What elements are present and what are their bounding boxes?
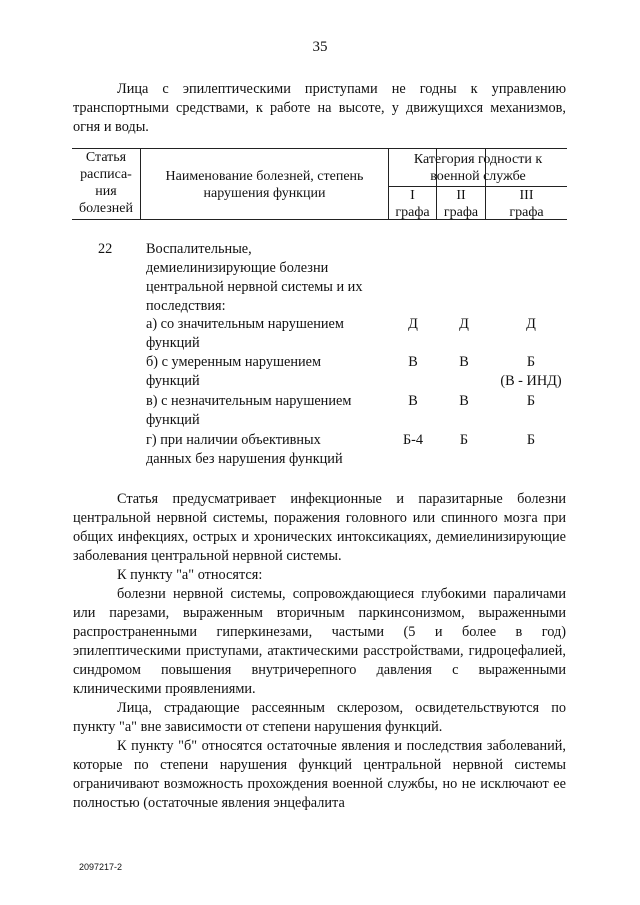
- category-I: В: [408, 393, 418, 409]
- header-article-column: Статья расписа- ния болезней: [78, 150, 134, 216]
- paragraph-point-b: К пункту "б" относятся остаточные явления и последствия заболеваний, которые по степени нарушения функций центральной нервной системы ограничивают возможность прохождения военной службы, но не исключают ее полностью (остаточные явления энцефалита: [73, 738, 566, 811]
- category-I: Б-4: [402, 432, 424, 448]
- paragraph-sclerosis: Лица, страдающие рассеянным склерозом, освидетельствуются по пункту "а" вне зависимости от степени нарушения функций.: [73, 700, 566, 735]
- paragraph-scope: Статья предусматривает инфекционные и паразитарные болезни центральной нервной системы, поражения головного или спинного мозга при общих инфекциях, острых и хронических интоксикациях, демиелинизирующие заболевания центральной нервной системы.: [73, 491, 566, 564]
- document-code: 2097217-2: [79, 862, 123, 872]
- paragraph-point-a-list: болезни нервной системы, сопровождающиеся глубокими параличами или парезами, выраженным вторичным паркинсонизмом, выраженными распространенными гиперкинезами, частыми (5 и более в год) эпилептическими приступами, атактическими расстройствами, гидроцефалией, синдромом повышения внутричерепного давления с выраженными клиническими проявлениями.: [73, 586, 566, 697]
- category-II: В: [459, 393, 469, 409]
- body-text: [73, 490, 566, 813]
- header-column-III: III графа: [509, 188, 544, 220]
- table-row: г) при наличии объективных данных без нарушения функций: [146, 432, 343, 467]
- table-row: а) со значительным нарушением функций: [146, 316, 344, 351]
- table-header: [72, 148, 567, 220]
- category-I: В: [408, 354, 418, 370]
- header-column-II: II графа: [443, 188, 479, 220]
- category-I: Д: [408, 316, 418, 332]
- category-III: Д: [526, 316, 536, 332]
- table-row: в) с незначительным нарушением функций: [146, 393, 352, 428]
- article-title: Воспалительные, демиелинизирующие болезни центральной нервной системы и их последствия:: [146, 241, 363, 314]
- category-II: Б: [459, 432, 469, 448]
- article-number: 22: [98, 241, 113, 257]
- category-III: Б: [526, 393, 536, 409]
- header-name-column: Наименование болезней, степень нарушения функции: [165, 169, 364, 201]
- category-II: Д: [459, 316, 469, 332]
- category-III-note: (В - ИНД): [500, 373, 562, 389]
- table-row: б) с умеренным нарушением функций: [146, 354, 322, 389]
- category-III: Б: [526, 354, 536, 370]
- paragraph-point-a-heading: К пункту "а" относятся:: [117, 567, 263, 583]
- header-category-column: Категория годности к военной службе: [413, 152, 543, 184]
- intro-paragraph: Лица с эпилептическими приступами не годны к управлению транспортными средствами, к работе на высоте, у движущихся механизмов, огня и воды.: [73, 81, 566, 135]
- category-II: В: [459, 354, 469, 370]
- header-column-I: I графа: [395, 188, 430, 220]
- page-number: 35: [312, 39, 328, 55]
- category-III: Б: [526, 432, 536, 448]
